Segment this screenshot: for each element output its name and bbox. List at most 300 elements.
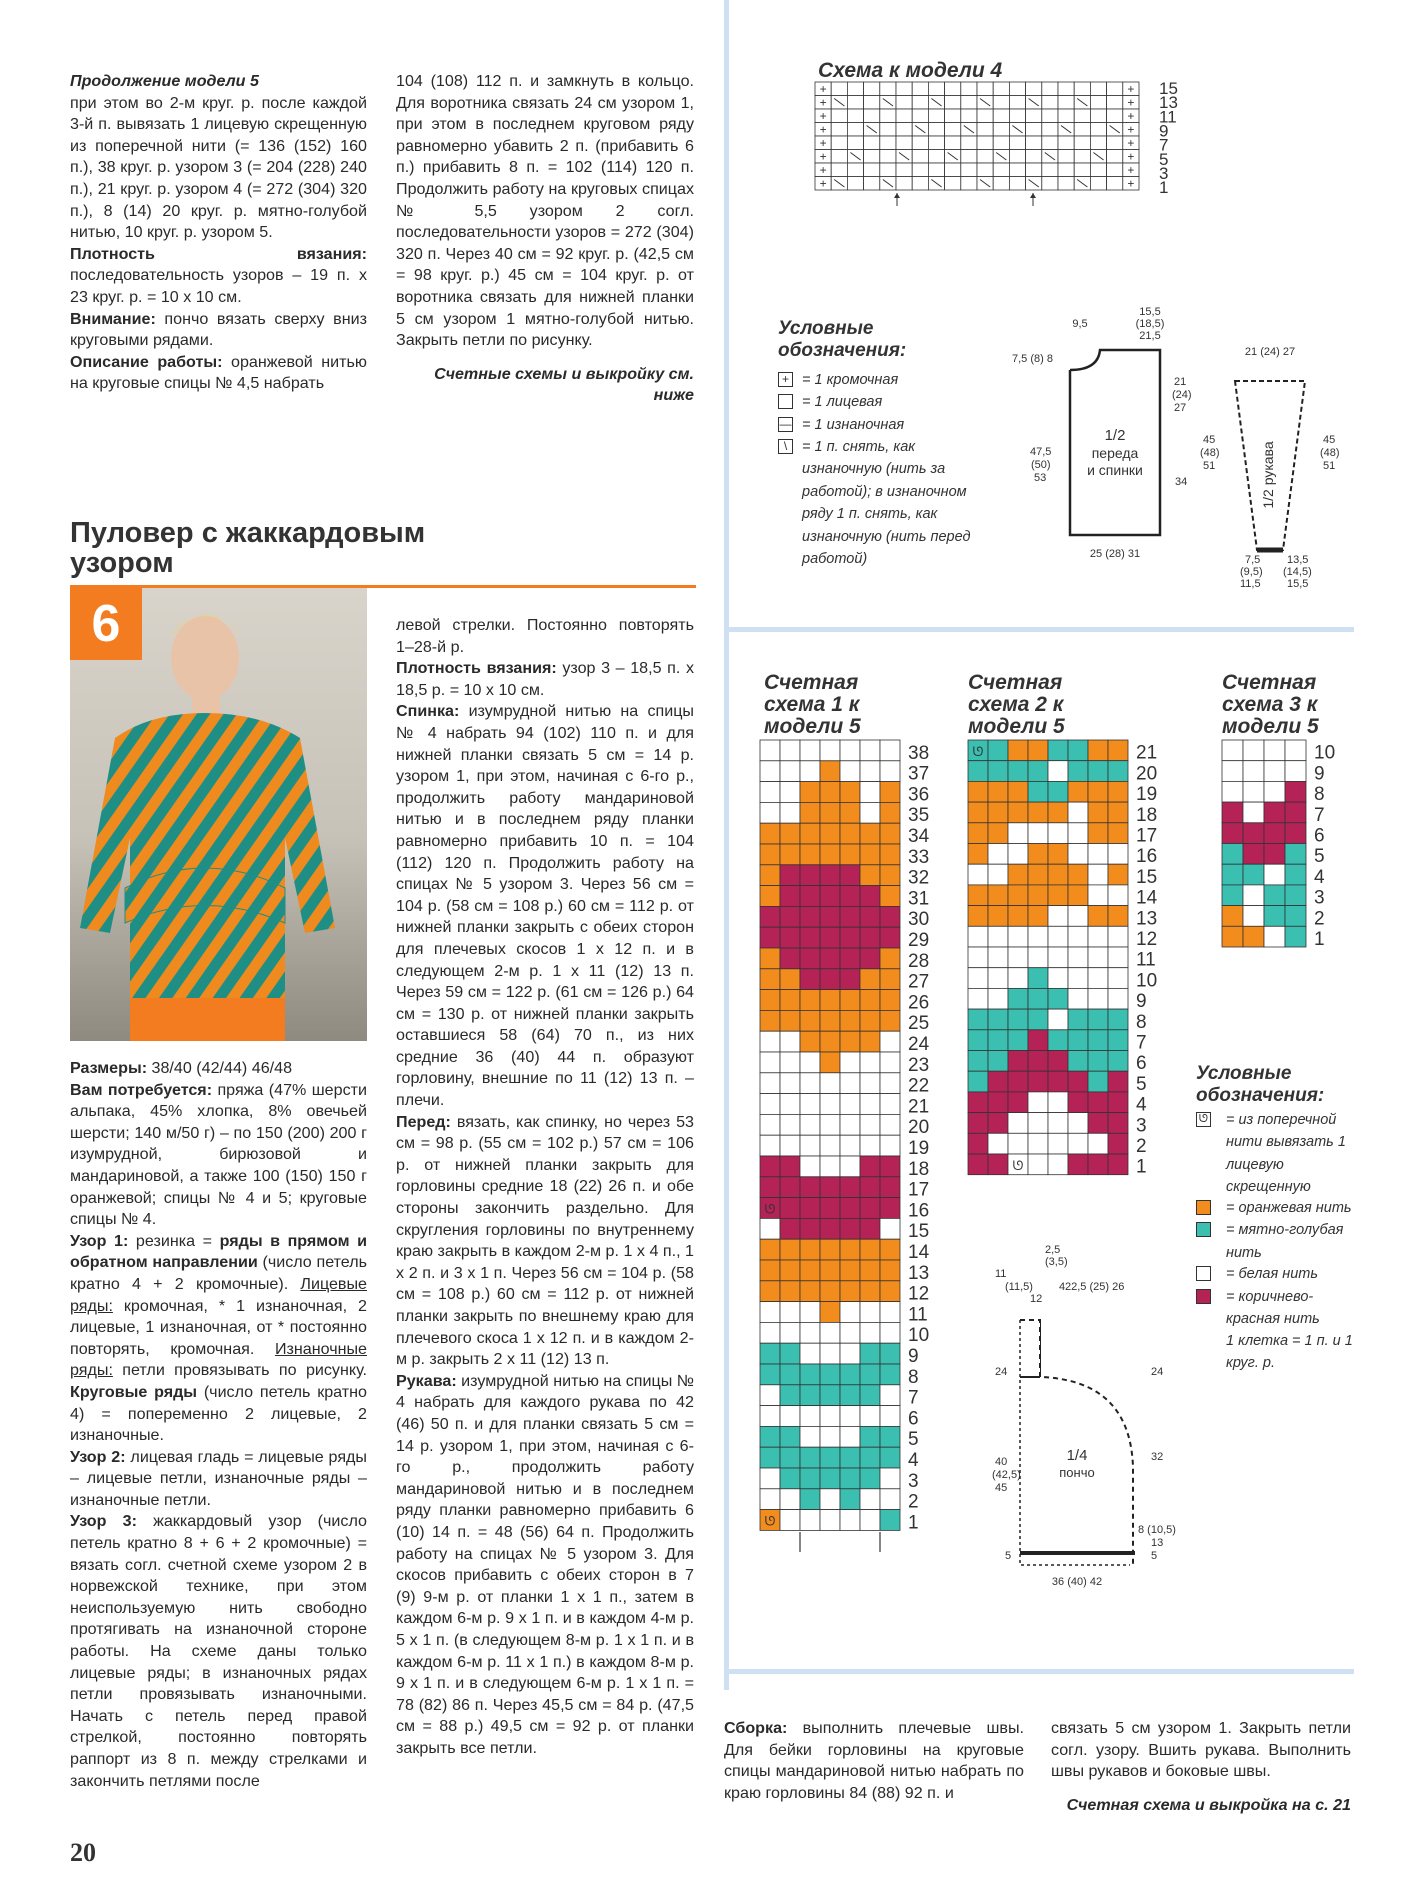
paragraph <box>70 1058 367 1080</box>
grid-cell <box>961 150 977 164</box>
chart-cell <box>1264 885 1285 906</box>
chart-cell <box>860 1489 880 1510</box>
grid-cell <box>1107 177 1123 191</box>
chart-cell <box>840 1010 860 1031</box>
dim-label: (14,5) <box>1283 566 1312 578</box>
chart-cell <box>860 740 880 761</box>
grid-cell <box>1042 123 1058 137</box>
chart-cell <box>780 740 800 761</box>
chart-cell <box>1048 1113 1068 1134</box>
bold-lead: Перед: <box>396 1112 451 1131</box>
dim-label: 45 <box>995 1482 1008 1494</box>
chart-cell <box>860 990 880 1011</box>
chart-cell <box>780 1364 800 1385</box>
chart-cell <box>1088 988 1108 1009</box>
chart-cell <box>780 1322 800 1343</box>
chart-cell <box>988 885 1008 906</box>
chart-cell <box>1088 968 1108 989</box>
chart-row-number: 5 <box>908 1429 919 1451</box>
dim-label: 27 <box>1174 402 1187 414</box>
underlined-run: Лицевые ряды: <box>70 1274 367 1315</box>
text-run: 38/40 (42/44) 46/48 <box>147 1059 293 1077</box>
chart-cell <box>820 1052 840 1073</box>
grid-cell <box>864 163 880 177</box>
chart-cell <box>988 1133 1008 1154</box>
grid-cell <box>912 136 928 150</box>
chart-cell <box>760 1073 780 1094</box>
chart-cell <box>1108 844 1128 865</box>
chart-cell <box>1285 802 1306 823</box>
chart-cell <box>1028 1030 1048 1051</box>
grid-cell <box>1042 96 1058 110</box>
chart-cell <box>840 906 860 927</box>
chart-cell <box>820 948 840 969</box>
row-number: 5 <box>1159 149 1169 169</box>
grid-cell <box>961 136 977 150</box>
chart-cell <box>1008 761 1028 782</box>
chart-row-number: 8 <box>1314 784 1325 806</box>
chart-cell <box>1008 906 1028 927</box>
chart-cell <box>1028 947 1048 968</box>
chart-row-number: 13 <box>1136 908 1158 930</box>
chart-row-number: 3 <box>908 1470 919 1492</box>
chart-cell <box>880 1135 900 1156</box>
chart-cell <box>860 1198 880 1219</box>
grid-cell <box>1026 123 1042 137</box>
chart-cell <box>800 1426 820 1447</box>
text-run: петли провязывать по рисунку. <box>112 1361 367 1380</box>
chart-cell <box>780 802 800 823</box>
chart-cell <box>840 1218 860 1239</box>
chart-cell <box>860 1426 880 1447</box>
chart-cell <box>780 1010 800 1031</box>
row-number: 11 <box>1159 107 1177 127</box>
paragraph <box>396 364 694 407</box>
chart-cell <box>1008 1133 1028 1154</box>
chart-cell <box>840 844 860 865</box>
chart-cell <box>1028 864 1048 885</box>
edge-stitch-symbol: + <box>819 163 827 177</box>
text-run: (число петель кратно 4 + 2 кромочные). <box>70 1253 367 1293</box>
chart-cell <box>780 1031 800 1052</box>
chart-cell <box>760 906 780 927</box>
chart-cell <box>1068 1154 1088 1175</box>
chart-cell <box>880 844 900 865</box>
chart-cell <box>1048 968 1068 989</box>
bold-run: Круговые ряды <box>70 1382 198 1401</box>
row-number: 13 <box>1159 93 1178 113</box>
chart-cell <box>780 1343 800 1364</box>
chart-cell <box>1088 1071 1108 1092</box>
chart-cell <box>968 781 988 802</box>
chart-row-number: 18 <box>1136 804 1158 826</box>
chart-cell <box>780 782 800 803</box>
legend-item <box>1196 1109 1366 1197</box>
chart-cell <box>1285 885 1306 906</box>
text-run: вязать, как спинку, но через 53 см = 98 р. (55 см = 102 р.) 57 см = 106 р. от нижней планки закрыть для горловины средние 18 (22) 26 п. и обе стороны закончить раздельно. Для скругления горловины по внутреннему краю закрыть в каждом 2-м р. 1 х 4 п., 1 х 2 п. и 3 х 1 п. Через 56 см = 104 р. (58 см = 108 р.) 60 см = 112 р. от нижней планки закрыть по внешнему краю для плечевого скоса 1 х 12 п. и в каждом 2-м р. закрыть 2 х 11 (12) 13 п. <box>396 1112 694 1369</box>
grid-cell <box>831 136 847 150</box>
chart-row-number: 25 <box>908 1013 930 1035</box>
chart-cell <box>1108 988 1128 1009</box>
chart-cell <box>800 948 820 969</box>
chart-cell <box>1068 1071 1088 1092</box>
chart-cell <box>1028 1133 1048 1154</box>
chart-cell <box>1108 864 1128 885</box>
bold-lead: Узор 1: <box>70 1231 129 1250</box>
chart-cell <box>1222 823 1243 844</box>
chart-row-number: 14 <box>908 1242 930 1263</box>
chart-row-number: 20 <box>1136 763 1158 785</box>
chart-cell <box>1068 1133 1088 1154</box>
chart-cell <box>760 802 780 823</box>
divider-vertical-left <box>724 0 729 1690</box>
chart-cell <box>1028 823 1048 844</box>
col3-bottom <box>724 1718 1024 1804</box>
chart-cell <box>1068 802 1088 823</box>
paragraph <box>396 615 694 658</box>
grid-cell <box>961 109 977 123</box>
chart-row-number: 4 <box>1136 1094 1147 1116</box>
chart-cell <box>880 1260 900 1281</box>
body-pattern <box>1010 305 1192 585</box>
row-number: 9 <box>1159 121 1169 141</box>
chart-cell <box>968 864 988 885</box>
grid-cell <box>1090 163 1106 177</box>
chart-cell <box>780 1114 800 1135</box>
chart-cell <box>860 1406 880 1427</box>
chart3-title: Счетная схема 3 к модели 5 <box>1222 671 1319 738</box>
chart-row-number: 9 <box>1314 763 1325 785</box>
chart-row-number: 16 <box>1136 846 1158 868</box>
chart-cell <box>1108 1133 1128 1154</box>
grid-cell <box>880 150 896 164</box>
text-run: кромочная, * 1 изнаночная, 2 лицевые, 1 изнаночная, от * постоянно повторять, кромочная. <box>70 1296 367 1358</box>
chart-cell <box>988 864 1008 885</box>
chart-row-number: 11 <box>1136 949 1156 971</box>
chart-cell <box>988 968 1008 989</box>
chart-cell <box>820 740 840 761</box>
grid-cell <box>880 109 896 123</box>
paragraph <box>70 1231 367 1447</box>
chart-cell <box>860 1322 880 1343</box>
chart-cell <box>1028 1051 1048 1072</box>
legend-text: = мятно-голубая нить <box>1226 1222 1344 1261</box>
chart-cell <box>1108 926 1128 947</box>
chart-cell <box>860 1094 880 1115</box>
chart-cell <box>840 948 860 969</box>
chart-cell <box>1088 802 1108 823</box>
chart-cell <box>840 927 860 948</box>
chart-cell <box>1108 781 1128 802</box>
chart-cell <box>860 1135 880 1156</box>
chart-cell <box>860 844 880 865</box>
legend-text: = 1 изнаночная <box>802 416 905 433</box>
chart-row-number: 2 <box>1314 908 1325 930</box>
legend5 <box>1196 1063 1366 1375</box>
chart-cell <box>1285 906 1306 927</box>
chart-cell <box>780 823 800 844</box>
chart-cell <box>1243 781 1264 802</box>
chart-cell <box>840 1510 860 1531</box>
bold-lead: Вам потребуется: <box>70 1080 213 1099</box>
chart-row-number: 1 <box>908 1512 919 1534</box>
chart-cell <box>988 988 1008 1009</box>
grid-cell <box>912 177 928 191</box>
dim-label: (48) <box>1320 447 1340 459</box>
grid-cell <box>1042 136 1058 150</box>
chart-cell <box>800 1468 820 1489</box>
poncho-curve <box>1020 1320 1133 1565</box>
chart-cell <box>840 1343 860 1364</box>
grid-cell <box>977 109 993 123</box>
chart-cell <box>780 1239 800 1260</box>
chart-cell <box>860 948 880 969</box>
chart-cell <box>880 1239 900 1260</box>
chart-row-number: 19 <box>1136 784 1158 806</box>
grid-cell <box>993 109 1009 123</box>
chart-cell <box>780 1426 800 1447</box>
edge-stitch-symbol: + <box>1127 122 1135 137</box>
grid-cell <box>1107 163 1123 177</box>
grid-cell <box>831 123 847 137</box>
chart-cell <box>880 1198 900 1219</box>
chart-cell <box>1008 885 1028 906</box>
chart-cell <box>968 1092 988 1113</box>
chart1 <box>760 740 940 1570</box>
chart-cell <box>1264 844 1285 865</box>
chart-cell <box>760 969 780 990</box>
legend-text: = 1 кромочная <box>802 371 899 388</box>
grid-cell <box>880 136 896 150</box>
chart-cell <box>860 1239 880 1260</box>
chart2-title: Счетная схема 2 к модели 5 <box>968 671 1065 738</box>
legend-symbol-icon <box>778 394 793 409</box>
chart-row-number: 27 <box>908 971 930 993</box>
chart-row-number: 1 <box>1314 929 1325 950</box>
chart-cell <box>880 1114 900 1135</box>
chart-cell <box>860 906 880 927</box>
grid-cell <box>1009 177 1025 191</box>
grid-cell <box>1042 82 1058 96</box>
chart-cell <box>820 1510 840 1531</box>
chart-cell <box>840 1260 860 1281</box>
edge-stitch-symbol: + <box>819 176 827 191</box>
chart-cell <box>760 1010 780 1031</box>
chart-cell <box>800 1010 820 1031</box>
chart-cell <box>860 1364 880 1385</box>
chart-cell <box>760 1094 780 1115</box>
chart-cell <box>800 1364 820 1385</box>
chart-row-number: 6 <box>908 1408 919 1430</box>
grid-cell <box>847 123 863 137</box>
chart-cell <box>800 844 820 865</box>
grid-cell <box>912 163 928 177</box>
chart-cell <box>780 1468 800 1489</box>
chart-cell <box>780 969 800 990</box>
chart-cell <box>880 1322 900 1343</box>
chart-cell <box>880 1156 900 1177</box>
dim-label: (3,5) <box>1045 1256 1068 1268</box>
chart-cell <box>760 990 780 1011</box>
grid-cell <box>1009 109 1025 123</box>
chart-cell <box>800 1385 820 1406</box>
chart-cell <box>988 781 1008 802</box>
chart-cell <box>1008 844 1028 865</box>
chart-cell <box>820 1322 840 1343</box>
chart-row-number: 7 <box>1314 804 1325 826</box>
chart-cell <box>1108 823 1128 844</box>
chart-cell <box>1048 988 1068 1009</box>
chart-cell <box>840 990 860 1011</box>
chart-cell <box>1008 802 1028 823</box>
chart-row-number: 4 <box>1314 866 1325 888</box>
poncho-pattern <box>965 1235 1185 1588</box>
paragraph <box>70 71 367 93</box>
article-title: Пуловер с жаккардовым узором <box>70 517 426 579</box>
dim-label: 7,5 (8) 8 <box>1012 353 1053 365</box>
text-run: 104 (108) 112 п. и замкнуть в кольцо. Для воротника связать 24 см узором 1, при этом в последнем круговом ряду равномерно убавить 2 п. (прибавить 6 п.) прибавить 8 п. = 102 (114) 120 п. Продолжить работу на круговых спицах № 5,5 узором 2 согл. последовательности узоров = 272 (304) 320 п. Через 40 см = 92 круг. р. (42,5 см = 98 круг. р.) 45 см = 104 круг. р. от воротника связать для нижней планки 5 см узором 1 мятно-голубой нитью. Закрыть петли по рисунку. <box>396 72 694 350</box>
chart-cell <box>760 1406 780 1427</box>
edge-stitch-symbol: + <box>1127 95 1135 110</box>
chart-cell <box>820 990 840 1011</box>
grid-cell <box>1090 177 1106 191</box>
chart-cell <box>820 886 840 907</box>
chart-cell <box>780 865 800 886</box>
dim-label: 40 <box>995 1456 1008 1468</box>
text-run: изумрудной нитью на спицы № 4 набрать 94 (102) 110 п. и для нижней планки связать 5 см = 14 р. узором 1, при этом, начиная с 6-го р., продолжить работу мандариновой нитью и в последнем ряду планки равномерно прибавить 10 п. = 104 (112) 120 п. Продолжить работу на спицах № 5 узором 3. Через 56 см = 104 р. (58 см = 108 р.) 60 см = 112 р. от нижней планки закрыть с обеих сторон для плечевых скосов 1 х 12 п. и в следующем 2-м р. 1 х 11 (12) 13 п. Через 59 см = 122 р. (61 см = 126 р.) 64 см = 130 р. от нижней планки закрыть оставшиеся 58 (64) 70 п., из них средние 36 (40) 44 п. образуют горловину, внешние по 11 (12) 13 п. – плечи. <box>396 702 694 1110</box>
chart-cell <box>840 1468 860 1489</box>
chart-cell <box>968 968 988 989</box>
chart-cell <box>1028 988 1048 1009</box>
grid-cell <box>1074 136 1090 150</box>
chart-cell <box>1108 1009 1128 1030</box>
bold-lead: Спинка: <box>396 702 460 721</box>
mint-swatch-icon <box>1196 1222 1211 1237</box>
text-run: узор 3 – 18,5 п. х 18,5 р. = 10 х 10 см. <box>396 659 694 699</box>
legend-item <box>778 436 998 568</box>
grid-cell <box>993 177 1009 191</box>
chart-cell <box>840 1031 860 1052</box>
dim-label: 5 <box>1151 1550 1158 1562</box>
dim-label: (48) <box>1200 447 1220 459</box>
text-run: связать 5 см узором 1. Закрыть петли согл. узору. Вшить рукава. Выполнить швы рукавов и боковые швы. <box>1051 1719 1351 1781</box>
chart-cell <box>1108 947 1128 968</box>
dim-label: 25 (28) 31 <box>1089 548 1141 560</box>
chart-row-number: 15 <box>1136 866 1158 888</box>
paragraph <box>70 352 367 395</box>
chart-cell <box>820 906 840 927</box>
row-number: 3 <box>1159 164 1169 184</box>
chart-cell <box>760 1135 780 1156</box>
chart-cell <box>820 1364 840 1385</box>
chart-row-number: 10 <box>1136 970 1158 992</box>
chart-cell <box>1028 740 1048 761</box>
grid-cell <box>977 163 993 177</box>
grid-cell <box>1058 150 1074 164</box>
paragraph <box>1051 1718 1351 1783</box>
chart-cell <box>988 1030 1008 1051</box>
chart-cell <box>800 927 820 948</box>
chart-row-number: 2 <box>908 1491 919 1513</box>
chart-cell <box>800 1198 820 1219</box>
chart-cell <box>860 1010 880 1031</box>
chart-row-number: 17 <box>1136 825 1158 847</box>
poncho-left-dash <box>1020 1320 1130 1565</box>
chart-cell <box>780 1510 800 1531</box>
chart-cell <box>800 1447 820 1468</box>
grid-cell <box>1026 136 1042 150</box>
chart-cell <box>820 1010 840 1031</box>
grid-cell <box>880 82 896 96</box>
bold-lead: Описание работы: <box>70 352 223 371</box>
chart-cell <box>780 844 800 865</box>
chart-cell <box>1028 1092 1048 1113</box>
edge-stitch-symbol: + <box>819 136 827 150</box>
dim-label: 51 <box>1203 460 1216 472</box>
chart-cell <box>1285 926 1306 947</box>
chart-cell <box>1108 906 1128 927</box>
grid-cell <box>961 177 977 191</box>
grid-cell <box>1009 163 1025 177</box>
chart-cell <box>1048 823 1068 844</box>
grid-cell <box>993 136 1009 150</box>
paragraph <box>70 1447 367 1512</box>
chart-cell <box>880 990 900 1011</box>
text-run: пончо вязать сверху вниз круговыми рядами. <box>70 309 367 350</box>
chart-cell <box>840 1114 860 1135</box>
dim-label: 4 <box>1059 1281 1066 1293</box>
chart-cell <box>1008 1030 1028 1051</box>
grid-cell <box>928 82 944 96</box>
chart-cell <box>880 1406 900 1427</box>
chart-cell <box>988 1009 1008 1030</box>
chart-cell <box>800 1052 820 1073</box>
chart-row-number: 3 <box>1314 887 1325 909</box>
chart-cell <box>1028 1071 1048 1092</box>
chart-cell <box>860 1052 880 1073</box>
chart-cell <box>1068 781 1088 802</box>
chart-cell <box>760 886 780 907</box>
chart-cell <box>1028 926 1048 947</box>
chart-cell <box>800 761 820 782</box>
paragraph <box>396 701 694 1111</box>
chart-row-number: 4 <box>908 1450 919 1471</box>
chart-cell <box>1264 823 1285 844</box>
dim-label: 34 <box>1175 476 1188 488</box>
dim-label: 45 <box>1203 434 1216 446</box>
chart-cell <box>1048 947 1068 968</box>
dim-label: 51 <box>1323 460 1336 472</box>
chart-row-number: 3 <box>1136 1115 1147 1137</box>
dim-label: (24) <box>1172 389 1192 401</box>
grid-cell <box>864 109 880 123</box>
chart-cell <box>1048 740 1068 761</box>
chart-cell <box>840 1135 860 1156</box>
chart-cell <box>1068 988 1088 1009</box>
chart-cell <box>820 1218 840 1239</box>
chart-cell <box>780 1406 800 1427</box>
chart-cell <box>1222 802 1243 823</box>
chart-cell <box>880 802 900 823</box>
chart-cell <box>860 782 880 803</box>
chart-cell <box>1243 864 1264 885</box>
grid-cell <box>1090 109 1106 123</box>
chart-cell <box>880 740 900 761</box>
chart-cell <box>800 1406 820 1427</box>
chart-cell <box>860 1385 880 1406</box>
chart-cell <box>1088 926 1108 947</box>
note-text: Счетные схемы и выкройку см. ниже <box>434 364 694 405</box>
